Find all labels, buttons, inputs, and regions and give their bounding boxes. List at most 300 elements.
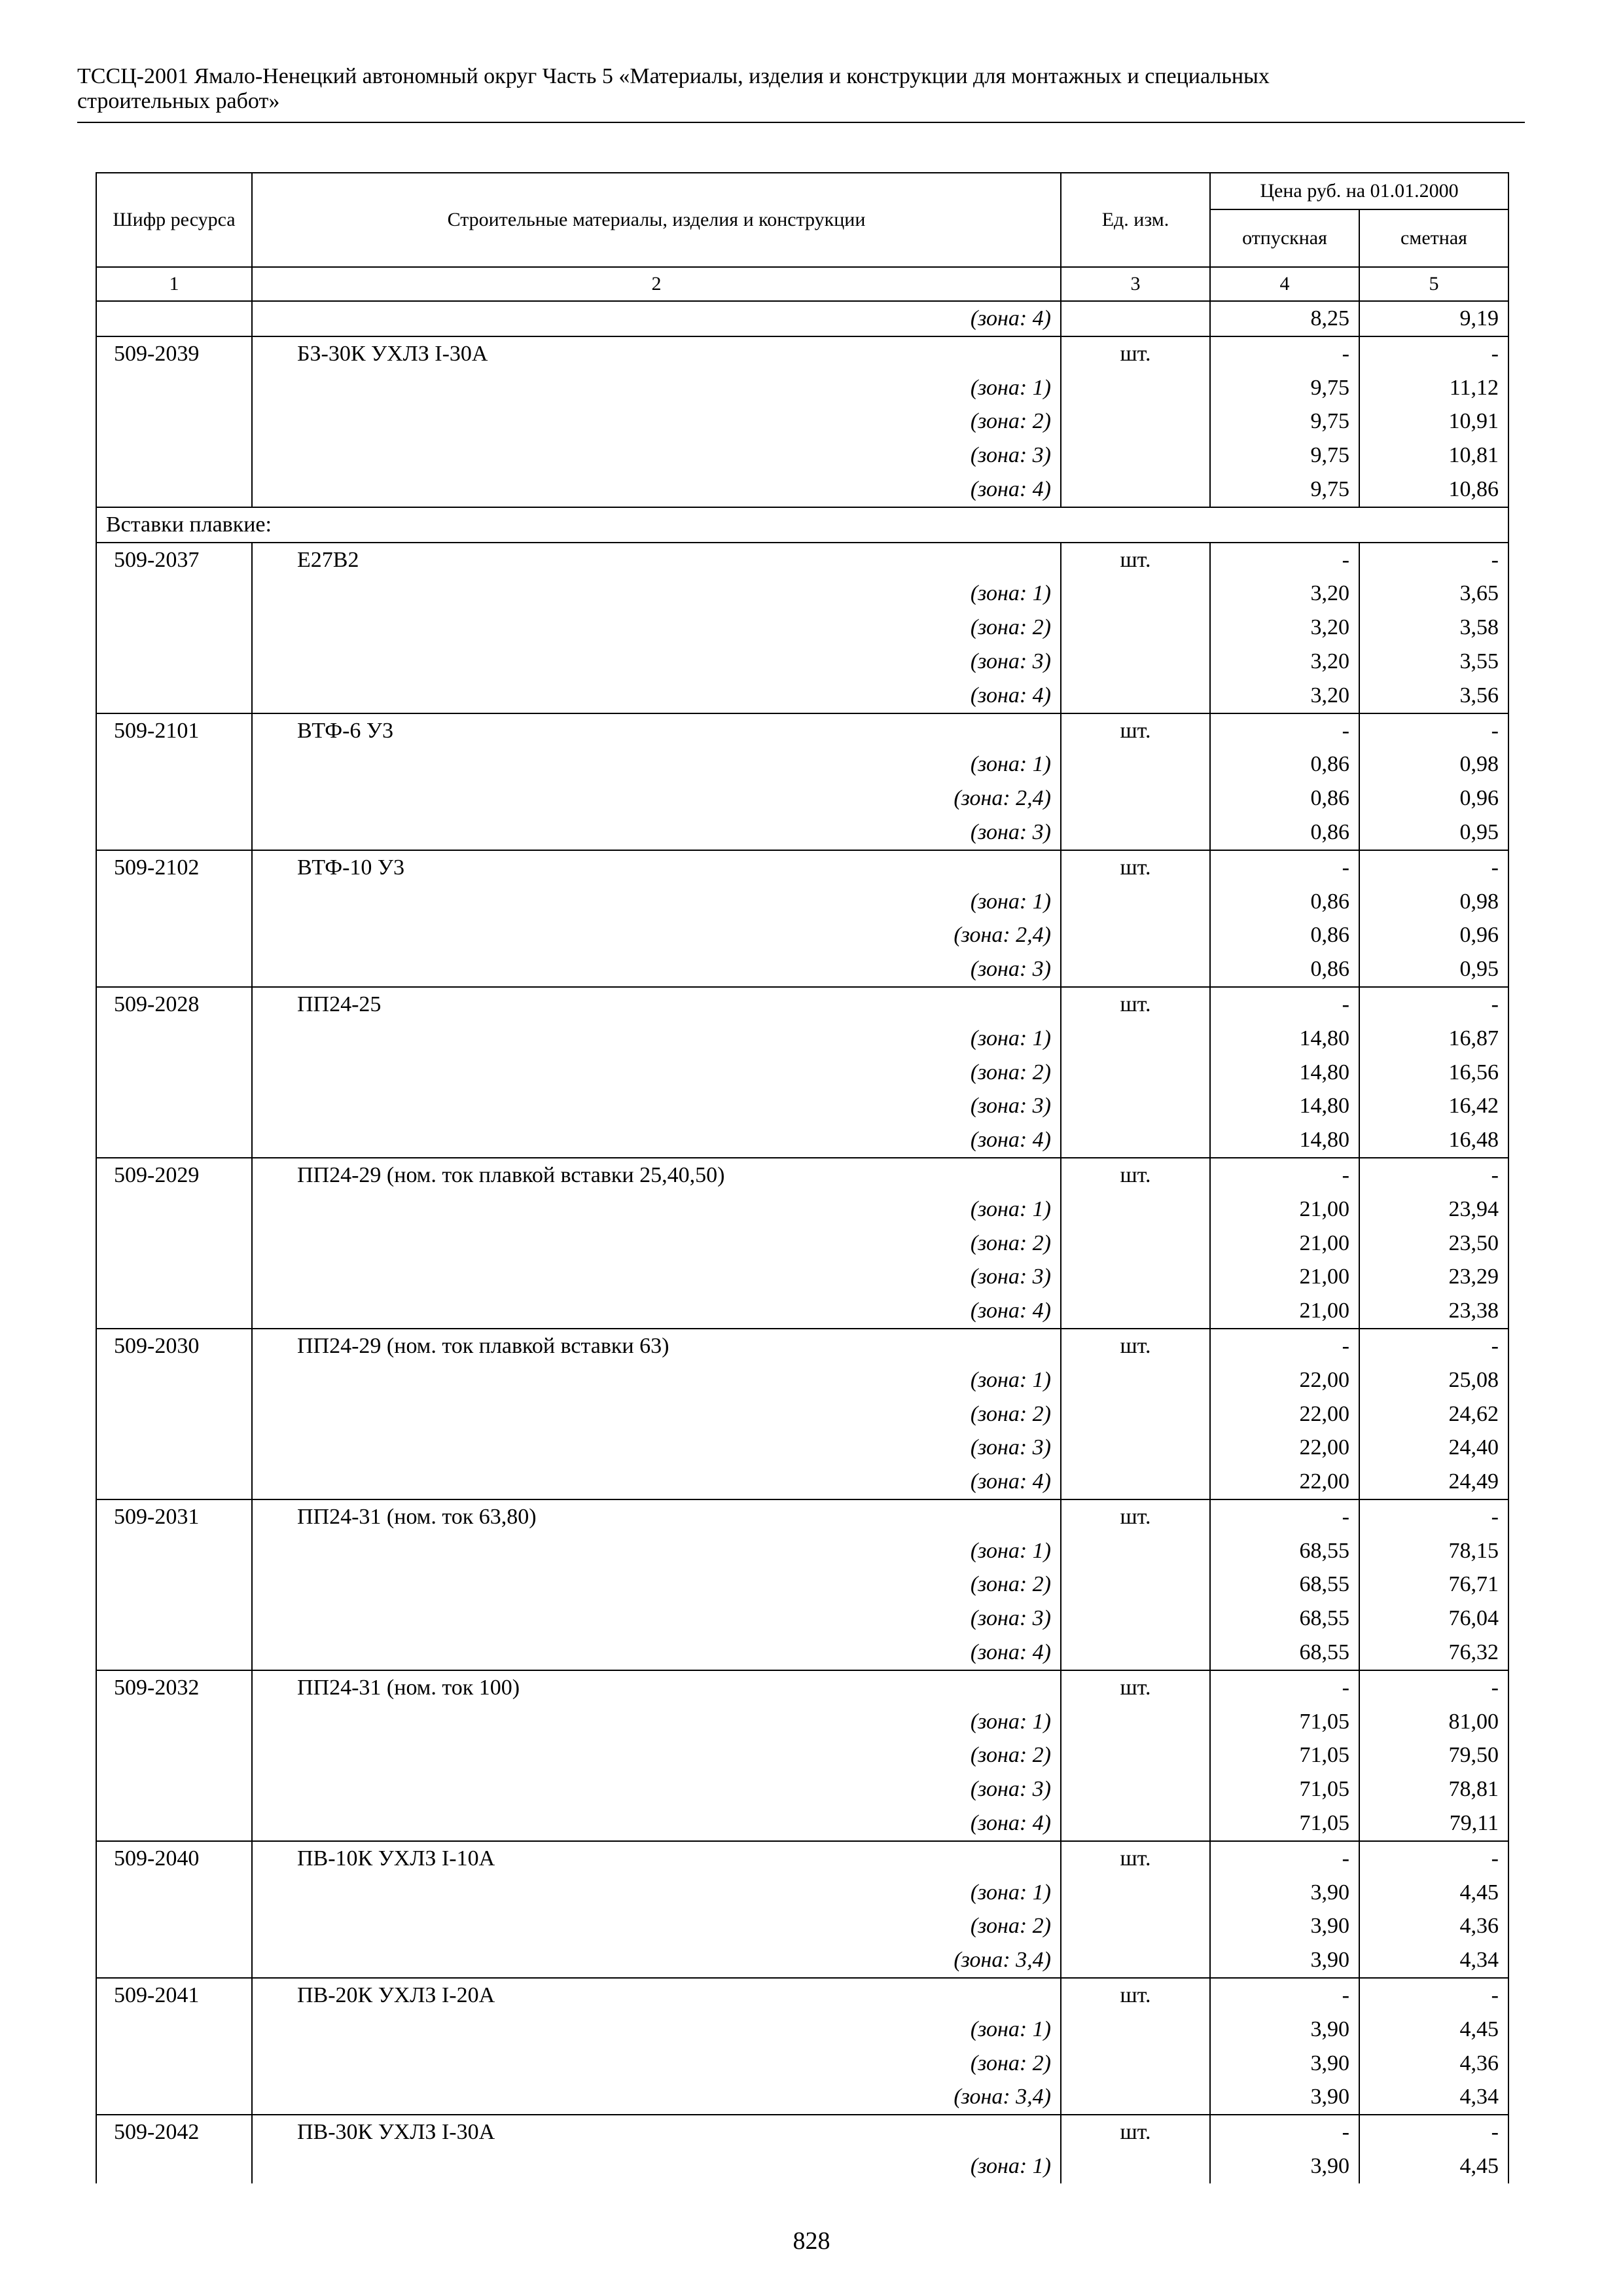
resource-code-empty [96, 301, 252, 336]
release-price: 3,90 [1210, 2080, 1359, 2115]
zone-row [96, 1568, 1508, 1602]
item-row [96, 713, 1508, 748]
column-number: 1 [96, 267, 252, 301]
zone-label: (зона: 2) [252, 1568, 1061, 1602]
estimate-price: 23,29 [1359, 1260, 1508, 1294]
zone-label: (зона: 4) [252, 301, 1061, 336]
zone-label: (зона: 1) [252, 371, 1061, 405]
estimate-price: 0,96 [1359, 781, 1508, 816]
release-price: 22,00 [1210, 1363, 1359, 1397]
release-price: - [1210, 1158, 1359, 1193]
resource-code-empty [96, 1876, 252, 1910]
material-name: ВТФ-10 У3 [252, 850, 1061, 885]
release-price: - [1210, 850, 1359, 885]
unit-empty [1061, 1193, 1210, 1227]
unit-empty [1061, 781, 1210, 816]
resource-code-empty [96, 1806, 252, 1841]
zone-label: (зона: 1) [252, 2149, 1061, 2183]
zone-row [96, 1022, 1508, 1056]
unit-empty [1061, 1636, 1210, 1670]
header-name: Строительные материалы, изделия и конструкции [252, 173, 1061, 267]
zone-row [96, 918, 1508, 952]
zone-row [96, 781, 1508, 816]
resource-code-empty [96, 1602, 252, 1636]
estimate-price: 24,49 [1359, 1465, 1508, 1499]
zone-label: (зона: 2) [252, 2047, 1061, 2081]
release-price: - [1210, 1841, 1359, 1876]
release-price: 0,86 [1210, 918, 1359, 952]
estimate-price: - [1359, 1158, 1508, 1193]
estimate-price: 16,42 [1359, 1089, 1508, 1123]
estimate-price: - [1359, 1329, 1508, 1363]
column-number-row [96, 267, 1508, 301]
estimate-price: 4,34 [1359, 1943, 1508, 1978]
resource-code: 509-2037 [96, 543, 252, 577]
estimate-price: - [1359, 1499, 1508, 1534]
unit-empty [1061, 1363, 1210, 1397]
unit-empty [1061, 2149, 1210, 2183]
zone-row [96, 2013, 1508, 2047]
release-price: 3,90 [1210, 1943, 1359, 1978]
release-price: 9,75 [1210, 404, 1359, 439]
zone-row [96, 1772, 1508, 1806]
release-price: 0,86 [1210, 816, 1359, 850]
resource-code-empty [96, 747, 252, 781]
zone-row [96, 679, 1508, 713]
unit-empty [1061, 1397, 1210, 1431]
estimate-price: - [1359, 850, 1508, 885]
zone-label: (зона: 4) [252, 679, 1061, 713]
estimate-price: 4,34 [1359, 2080, 1508, 2115]
release-price: 71,05 [1210, 1738, 1359, 1772]
release-price: - [1210, 543, 1359, 577]
unit-empty [1061, 679, 1210, 713]
zone-label: (зона: 3) [252, 439, 1061, 473]
resource-code: 509-2031 [96, 1499, 252, 1534]
estimate-price: - [1359, 543, 1508, 577]
estimate-price: 76,32 [1359, 1636, 1508, 1670]
zone-row [96, 1909, 1508, 1943]
header-divider [77, 122, 1525, 123]
zone-row [96, 645, 1508, 679]
release-price: 0,86 [1210, 781, 1359, 816]
resource-code-empty [96, 1260, 252, 1294]
resource-code: 509-2040 [96, 1841, 252, 1876]
column-number: 4 [1210, 267, 1359, 301]
unit-empty [1061, 473, 1210, 507]
release-price: - [1210, 987, 1359, 1022]
material-name: ПВ-20К УХЛЗ I-20А [252, 1978, 1061, 2013]
estimate-price: 78,81 [1359, 1772, 1508, 1806]
zone-label: (зона: 2) [252, 1227, 1061, 1261]
release-price: 0,86 [1210, 885, 1359, 919]
zone-row [96, 816, 1508, 850]
material-name: ВТФ-6 У3 [252, 713, 1061, 748]
estimate-price: 24,62 [1359, 1397, 1508, 1431]
unit-empty [1061, 1227, 1210, 1261]
estimate-price: 10,81 [1359, 439, 1508, 473]
resource-code: 509-2042 [96, 2115, 252, 2149]
zone-label: (зона: 1) [252, 1705, 1061, 1739]
release-price: 3,90 [1210, 1876, 1359, 1910]
resource-code-empty [96, 1363, 252, 1397]
unit: шт. [1061, 1978, 1210, 2013]
release-price: - [1210, 1499, 1359, 1534]
resource-code-empty [96, 611, 252, 645]
zone-row [96, 577, 1508, 611]
zone-label: (зона: 2) [252, 404, 1061, 439]
zone-row [96, 1876, 1508, 1910]
unit-empty [1061, 439, 1210, 473]
resource-code-empty [96, 1123, 252, 1158]
section-title: Вставки плавкие: [96, 507, 1508, 543]
estimate-price: 23,38 [1359, 1294, 1508, 1329]
unit-empty [1061, 885, 1210, 919]
zone-label: (зона: 3,4) [252, 1943, 1061, 1978]
estimate-price: 25,08 [1359, 1363, 1508, 1397]
zone-label: (зона: 4) [252, 1465, 1061, 1499]
resource-code-empty [96, 1089, 252, 1123]
resource-code-empty [96, 679, 252, 713]
resource-code-empty [96, 1943, 252, 1978]
estimate-price: 11,12 [1359, 371, 1508, 405]
unit-empty [1061, 816, 1210, 850]
zone-row [96, 371, 1508, 405]
zone-row [96, 439, 1508, 473]
header-release-price: отпускная [1210, 209, 1359, 267]
unit-empty [1061, 1123, 1210, 1158]
zone-label: (зона: 1) [252, 1022, 1061, 1056]
release-price: 14,80 [1210, 1056, 1359, 1090]
zone-row [96, 1806, 1508, 1841]
resource-code: 509-2032 [96, 1670, 252, 1705]
zone-row [96, 1738, 1508, 1772]
zone-label: (зона: 2) [252, 1738, 1061, 1772]
column-number: 2 [252, 267, 1061, 301]
estimate-price: 4,45 [1359, 1876, 1508, 1910]
estimate-price: 24,40 [1359, 1431, 1508, 1465]
release-price: 22,00 [1210, 1465, 1359, 1499]
estimate-price: - [1359, 1670, 1508, 1705]
unit-empty [1061, 1260, 1210, 1294]
zone-row [96, 473, 1508, 507]
zone-label: (зона: 2) [252, 1909, 1061, 1943]
release-price: 22,00 [1210, 1397, 1359, 1431]
item-row [96, 1158, 1508, 1193]
unit-empty [1061, 371, 1210, 405]
estimate-price: 4,36 [1359, 1909, 1508, 1943]
item-row [96, 850, 1508, 885]
zone-label: (зона: 2) [252, 611, 1061, 645]
material-name: БЗ-30К УХЛЗ I-30А [252, 336, 1061, 371]
header-unit: Ед. изм. [1061, 173, 1210, 267]
resource-code: 509-2041 [96, 1978, 252, 2013]
release-price: 68,55 [1210, 1636, 1359, 1670]
zone-label: (зона: 4) [252, 473, 1061, 507]
resource-code: 509-2039 [96, 336, 252, 371]
unit-empty [1061, 2047, 1210, 2081]
unit: шт. [1061, 1499, 1210, 1534]
release-price: 3,20 [1210, 645, 1359, 679]
estimate-price: 16,87 [1359, 1022, 1508, 1056]
release-price: 68,55 [1210, 1534, 1359, 1568]
unit: шт. [1061, 2115, 1210, 2149]
zone-label: (зона: 1) [252, 577, 1061, 611]
zone-row [96, 1056, 1508, 1090]
release-price: - [1210, 336, 1359, 371]
unit-empty [1061, 1294, 1210, 1329]
zone-label: (зона: 2) [252, 1056, 1061, 1090]
estimate-price: 10,91 [1359, 404, 1508, 439]
zone-row [96, 1193, 1508, 1227]
release-price: 8,25 [1210, 301, 1359, 336]
item-row [96, 1841, 1508, 1876]
zone-row [96, 1294, 1508, 1329]
estimate-price: 78,15 [1359, 1534, 1508, 1568]
resource-code-empty [96, 1568, 252, 1602]
header-price: Цена руб. на 01.01.2000 [1210, 173, 1508, 209]
zone-label: (зона: 3,4) [252, 2080, 1061, 2115]
unit-empty [1061, 1738, 1210, 1772]
release-price: 3,90 [1210, 1909, 1359, 1943]
material-name: ПП24-31 (ном. ток 63,80) [252, 1499, 1061, 1534]
unit-empty [1061, 1465, 1210, 1499]
unit-empty [1061, 1056, 1210, 1090]
unit: шт. [1061, 1841, 1210, 1876]
resource-code-empty [96, 1705, 252, 1739]
estimate-price: 3,56 [1359, 679, 1508, 713]
release-price: - [1210, 1329, 1359, 1363]
release-price: 71,05 [1210, 1772, 1359, 1806]
zone-row [96, 301, 1508, 336]
unit-empty [1061, 404, 1210, 439]
resource-code-empty [96, 473, 252, 507]
release-price: 68,55 [1210, 1602, 1359, 1636]
item-row [96, 336, 1508, 371]
release-price: 22,00 [1210, 1431, 1359, 1465]
release-price: 3,90 [1210, 2149, 1359, 2183]
zone-row [96, 1943, 1508, 1978]
item-row [96, 1978, 1508, 2013]
unit-empty [1061, 2080, 1210, 2115]
material-name: ПВ-10К УХЛЗ I-10А [252, 1841, 1061, 1876]
estimate-price: 23,94 [1359, 1193, 1508, 1227]
resource-code-empty [96, 1772, 252, 1806]
zone-row [96, 1227, 1508, 1261]
resource-code-empty [96, 577, 252, 611]
estimate-price: 3,65 [1359, 577, 1508, 611]
zone-label: (зона: 3) [252, 816, 1061, 850]
unit-empty [1061, 747, 1210, 781]
zone-label: (зона: 3) [252, 1260, 1061, 1294]
zone-row [96, 885, 1508, 919]
zone-label: (зона: 1) [252, 747, 1061, 781]
estimate-price: 16,48 [1359, 1123, 1508, 1158]
estimate-price: 9,19 [1359, 301, 1508, 336]
zone-label: (зона: 4) [252, 1294, 1061, 1329]
table-body [96, 301, 1508, 2183]
estimate-price: 76,71 [1359, 1568, 1508, 1602]
unit-empty [1061, 1705, 1210, 1739]
resource-code-empty [96, 1193, 252, 1227]
estimate-price: - [1359, 2115, 1508, 2149]
estimate-price: 76,04 [1359, 1602, 1508, 1636]
zone-label: (зона: 3) [252, 1089, 1061, 1123]
release-price: 0,86 [1210, 952, 1359, 987]
resource-code-empty [96, 645, 252, 679]
estimate-price: 81,00 [1359, 1705, 1508, 1739]
zone-label: (зона: 1) [252, 1363, 1061, 1397]
unit: шт. [1061, 543, 1210, 577]
unit: шт. [1061, 850, 1210, 885]
unit-empty [1061, 645, 1210, 679]
zone-row [96, 1397, 1508, 1431]
release-price: 71,05 [1210, 1705, 1359, 1739]
resource-code-empty [96, 1465, 252, 1499]
resource-code: 509-2102 [96, 850, 252, 885]
release-price: 14,80 [1210, 1123, 1359, 1158]
estimate-price: - [1359, 336, 1508, 371]
resource-code-empty [96, 781, 252, 816]
header-title-line-1: ТССЦ-2001 Ямало-Ненецкий автономный округ Часть 5 «Материалы, изделия и конструкции для монтажных и специальных [77, 64, 1270, 88]
resource-code: 509-2029 [96, 1158, 252, 1193]
release-price: 0,86 [1210, 747, 1359, 781]
unit-empty [1061, 1534, 1210, 1568]
resource-code-empty [96, 952, 252, 987]
item-row [96, 987, 1508, 1022]
unit: шт. [1061, 1670, 1210, 1705]
item-row [96, 1670, 1508, 1705]
zone-row [96, 1602, 1508, 1636]
release-price: 21,00 [1210, 1260, 1359, 1294]
unit: шт. [1061, 1158, 1210, 1193]
zone-row [96, 2080, 1508, 2115]
zone-row [96, 404, 1508, 439]
resource-code-empty [96, 439, 252, 473]
release-price: 68,55 [1210, 1568, 1359, 1602]
release-price: - [1210, 1978, 1359, 2013]
resource-code-empty [96, 2080, 252, 2115]
unit-empty [1061, 1089, 1210, 1123]
unit-empty [1061, 952, 1210, 987]
item-row [96, 1499, 1508, 1534]
resource-code-empty [96, 371, 252, 405]
zone-row [96, 1123, 1508, 1158]
estimate-price: - [1359, 987, 1508, 1022]
zone-row [96, 1260, 1508, 1294]
estimate-price: 79,11 [1359, 1806, 1508, 1841]
resource-code-empty [96, 1227, 252, 1261]
header-code: Шифр ресурса [96, 173, 252, 267]
estimate-price: 10,86 [1359, 473, 1508, 507]
zone-label: (зона: 3) [252, 1772, 1061, 1806]
resource-code: 509-2028 [96, 987, 252, 1022]
zone-label: (зона: 1) [252, 1193, 1061, 1227]
resource-code-empty [96, 1056, 252, 1090]
header-title-line-2: строительных работ» [77, 89, 280, 113]
unit-empty [1061, 1568, 1210, 1602]
resource-code-empty [96, 2047, 252, 2081]
zone-row [96, 952, 1508, 987]
resource-code-empty [96, 1534, 252, 1568]
resource-code: 509-2030 [96, 1329, 252, 1363]
resource-code-empty [96, 1431, 252, 1465]
resource-code-empty [96, 885, 252, 919]
material-name: ПП24-29 (ном. ток плавкой вставки 25,40,50) [252, 1158, 1061, 1193]
item-row [96, 1329, 1508, 1363]
item-row [96, 543, 1508, 577]
unit: шт. [1061, 987, 1210, 1022]
zone-label: (зона: 3) [252, 1602, 1061, 1636]
estimate-price: 0,98 [1359, 885, 1508, 919]
section-row [96, 507, 1508, 543]
zone-row [96, 747, 1508, 781]
material-name: Е27В2 [252, 543, 1061, 577]
unit-empty [1061, 918, 1210, 952]
price-table [96, 172, 1509, 2183]
unit-empty [1061, 611, 1210, 645]
unit-empty [1061, 577, 1210, 611]
resource-code-empty [96, 1909, 252, 1943]
zone-row [96, 2149, 1508, 2183]
resource-code: 509-2101 [96, 713, 252, 748]
zone-row [96, 1636, 1508, 1670]
estimate-price: - [1359, 1978, 1508, 2013]
page-number: 828 [793, 2227, 830, 2255]
column-number: 5 [1359, 267, 1508, 301]
zone-label: (зона: 4) [252, 1636, 1061, 1670]
document-header [77, 64, 1491, 114]
unit: шт. [1061, 336, 1210, 371]
unit-empty [1061, 1772, 1210, 1806]
zone-label: (зона: 1) [252, 1876, 1061, 1910]
unit-empty [1061, 1602, 1210, 1636]
release-price: 9,75 [1210, 473, 1359, 507]
release-price: 3,20 [1210, 577, 1359, 611]
estimate-price: 79,50 [1359, 1738, 1508, 1772]
estimate-price: 3,58 [1359, 611, 1508, 645]
estimate-price: 16,56 [1359, 1056, 1508, 1090]
resource-code-empty [96, 404, 252, 439]
unit-empty [1061, 1806, 1210, 1841]
material-name: ПВ-30К УХЛЗ I-30А [252, 2115, 1061, 2149]
zone-row [96, 1363, 1508, 1397]
zone-label: (зона: 3) [252, 952, 1061, 987]
resource-code-empty [96, 1294, 252, 1329]
release-price: 3,90 [1210, 2047, 1359, 2081]
zone-label: (зона: 2,4) [252, 781, 1061, 816]
unit-empty [1061, 1876, 1210, 1910]
zone-label: (зона: 4) [252, 1123, 1061, 1158]
resource-code-empty [96, 2149, 252, 2183]
release-price: 3,20 [1210, 679, 1359, 713]
zone-label: (зона: 1) [252, 1534, 1061, 1568]
unit-empty [1061, 1022, 1210, 1056]
zone-row [96, 1089, 1508, 1123]
unit: шт. [1061, 1329, 1210, 1363]
estimate-price: 4,45 [1359, 2013, 1508, 2047]
unit-empty [1061, 1909, 1210, 1943]
release-price: - [1210, 713, 1359, 748]
resource-code-empty [96, 1397, 252, 1431]
zone-label: (зона: 3) [252, 645, 1061, 679]
release-price: 3,90 [1210, 2013, 1359, 2047]
resource-code-empty [96, 816, 252, 850]
unit-empty [1061, 1431, 1210, 1465]
zone-row [96, 1534, 1508, 1568]
release-price: 9,75 [1210, 439, 1359, 473]
estimate-price: - [1359, 713, 1508, 748]
